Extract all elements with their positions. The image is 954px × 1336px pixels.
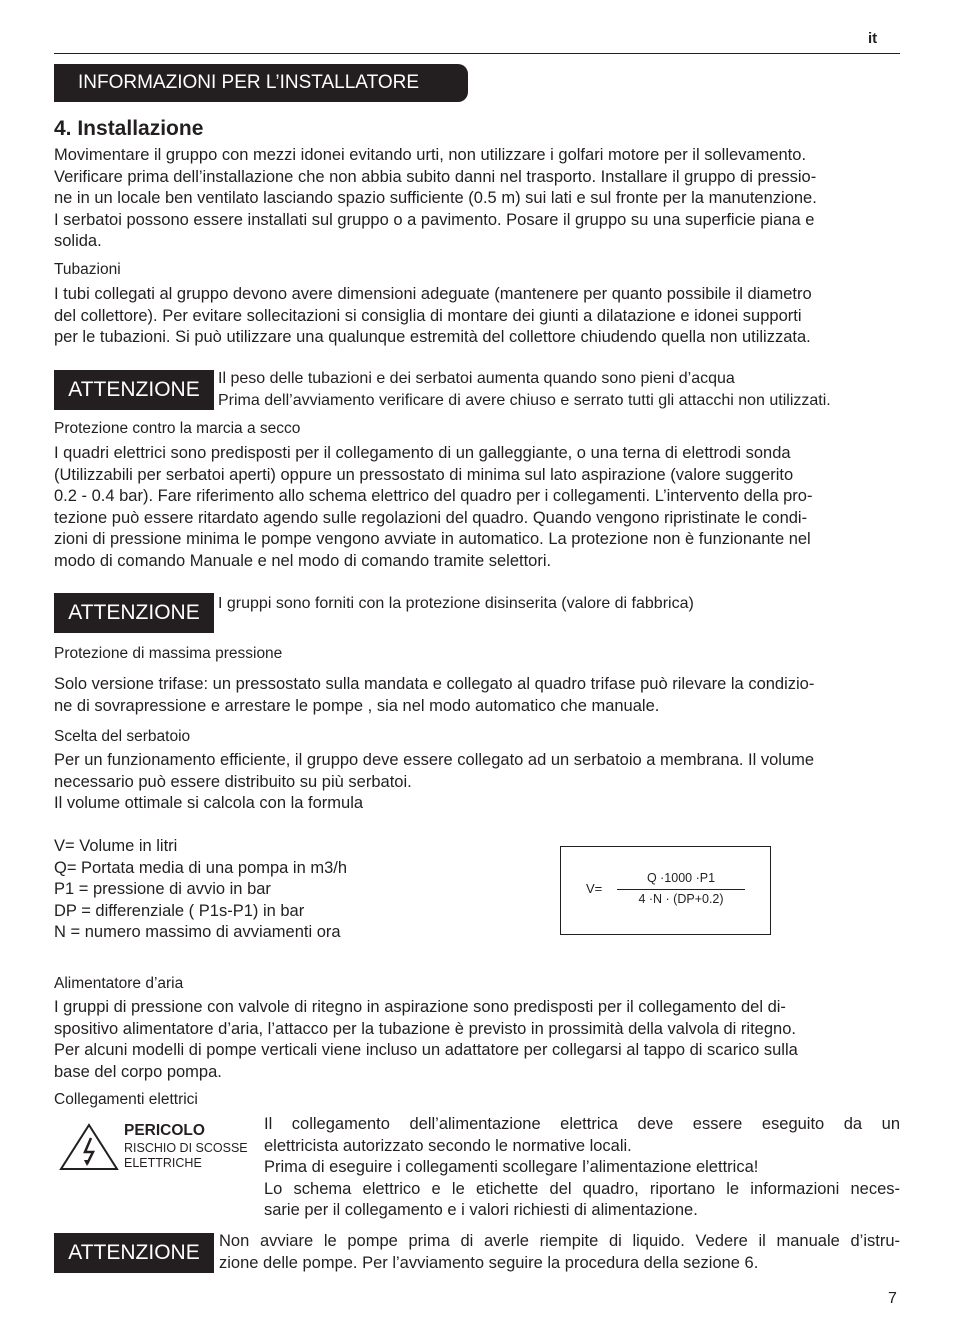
alimentatore-line: spositivo alimentatore d’aria, l’attacco per la tubazione è previsto in prossimità della valvola di ritegno. xyxy=(54,1019,796,1038)
massima-prefix: Solo versione trifase: xyxy=(54,675,209,693)
legend-item: V= Volume in litri xyxy=(54,837,178,855)
tubazioni-line: del collettore). Per evitare sollecitazioni si consiglia di montare dei giunti a dilatazione e idonei supporti xyxy=(54,306,802,325)
massima-paragraph xyxy=(54,674,900,717)
formula-denominator: 4 ·N · (DP+0.2) xyxy=(638,892,724,906)
legend-item: N = numero massimo di avviamenti ora xyxy=(54,923,341,941)
alimentatore-line: Per alcuni modelli di pompe verticali viene incluso un adattatore per collegarsi al tappo di scarico sulla xyxy=(54,1041,798,1059)
marcia-secco-line: 0.2 - 0.4 bar). Fare riferimento allo schema elettrico del quadro per i collegamenti. L’intervento della pro- xyxy=(54,487,813,505)
elettrici-paragraph xyxy=(264,1114,900,1222)
formula-numerator: Q ·1000 ·P1 xyxy=(646,871,716,885)
intro-line: Movimentare il gruppo con mezzi idonei evitando urti, non utilizzare i golfari motore per il sollevamento. xyxy=(54,146,807,164)
page-title: 4. Installazione xyxy=(54,117,204,140)
attention-text xyxy=(219,1231,900,1274)
fraction-bar xyxy=(617,889,745,890)
elettrici-title: Collegamenti elettrici xyxy=(54,1091,198,1108)
warning-subtitle-line: RISCHIO DI SCOSSE xyxy=(124,1141,248,1155)
elettrici-line: sarie per il collegamento e i valori richiesti di alimentazione. xyxy=(264,1201,698,1219)
elettrici-line: Lo schema elettrico e le etichette del quadro, riportano le informazioni neces- xyxy=(264,1179,900,1198)
serbatoio-line: Per un funzionamento efficiente, il gruppo deve essere collegato ad un serbatoio a membrana. Il volume xyxy=(54,751,815,769)
formula-box xyxy=(560,846,771,935)
tubazioni-line: per le tubazioni. Si può utilizzare una qualunque estremità del collettore chiudendo quella non utilizzata. xyxy=(54,328,811,346)
language-code: it xyxy=(868,30,878,47)
intro-line: Verificare prima dell’installazione che non abbia subito danni nel trasporto. Installare il gruppo di pressio- xyxy=(54,167,817,186)
attention-text: I gruppi sono forniti con la protezione disinserita (valore di fabbrica) xyxy=(218,595,694,612)
serbatoio-title: Scelta del serbatoio xyxy=(54,728,191,745)
marcia-secco-line: I quadri elettrici sono predisposti per il collegamento di un galleggiante, o una terna di elettrodi sonda xyxy=(54,444,791,462)
marcia-secco-line: tezione può essere ritardato agendo sulle regolazioni del quadro. Quando vengono ripristinate le condi- xyxy=(54,508,808,527)
attention-text xyxy=(218,368,908,411)
electric-shock-warning-icon xyxy=(58,1122,120,1172)
massima-line xyxy=(54,674,900,696)
alimentatore-line: base del corpo pompa. xyxy=(54,1062,222,1081)
tubazioni-title: Tubazioni xyxy=(54,261,121,278)
warning-subtitle-line: ELETTRICHE xyxy=(124,1156,202,1170)
alimentatore-line: I gruppi di pressione con valvole di ritegno in aspirazione sono predisposti per il collegamento del di- xyxy=(54,998,786,1016)
legend-item: DP = differenziale ( P1s-P1) in bar xyxy=(54,901,305,920)
alimentatore-title: Alimentatore d’aria xyxy=(54,975,184,992)
marcia-secco-line: (Utilizzabili per serbatoi aperti) oppure un pressostato di minima sul lato aspirazione (valore suggerito xyxy=(54,465,794,484)
warning-subtitle xyxy=(124,1141,248,1171)
page-number: 7 xyxy=(888,1290,897,1307)
formula-lhs: V= xyxy=(586,881,603,896)
massima-title: Protezione di massima pressione xyxy=(54,645,283,662)
massima-line: ne di sovrapressione e arrestare le pompe , sia nel modo automatico che manuale. xyxy=(54,696,660,715)
serbatoio-line: necessario può essere distribuito su più serbatoi. xyxy=(54,772,412,791)
attention-badge: ATTENZIONE xyxy=(54,370,214,410)
massima-text: un pressostato sulla mandata e collegato al quadro trifase può rilevare la condizio- xyxy=(208,675,815,693)
legend-item: P1 = pressione di avvio in bar xyxy=(54,880,271,898)
marcia-secco-title: Protezione contro la marcia a secco xyxy=(54,420,301,437)
attention-line: Il peso delle tubazioni e dei serbatoi aumenta quando sono pieni d’acqua xyxy=(218,370,735,387)
warning-title: PERICOLO xyxy=(124,1122,205,1139)
serbatoio-paragraph xyxy=(54,750,900,815)
intro-line: I serbatoi possono essere installati sul gruppo o a pavimento. Posare il gruppo su una superficie piana e xyxy=(54,210,815,229)
attention-badge: ATTENZIONE xyxy=(54,593,214,633)
intro-line: solida. xyxy=(54,232,102,250)
marcia-secco-line: modo di comando Manuale e nel modo di comando tramite selettori. xyxy=(54,551,552,570)
elettrici-line: Il collegamento dell’alimentazione elettrica deve essere eseguito da un xyxy=(264,1115,900,1133)
serbatoio-line: Il volume ottimale si calcola con la formula xyxy=(54,794,364,812)
marcia-secco-paragraph xyxy=(54,443,900,572)
elettrici-line: Prima di eseguire i collegamenti scollegare l’alimentazione elettrica! xyxy=(264,1158,759,1176)
header-rule xyxy=(54,53,900,54)
marcia-secco-line: zioni di pressione minima le pompe vengono avviate in automatico. La protezione non è funzionante nel xyxy=(54,530,811,548)
attention-line: Prima dell’avviamento verificare di avere chiuso e serrato tutti gli attacchi non utilizzati. xyxy=(218,391,831,409)
alimentatore-paragraph xyxy=(54,997,900,1083)
section-banner: INFORMAZIONI PER L’INSTALLATORE xyxy=(54,64,468,102)
intro-line: ne in un locale ben ventilato lasciando spazio sufficiente (0.5 m) sui lati e sul fronte per la manutenzione. xyxy=(54,189,817,207)
attention-line: Non avviare le pompe prima di averle riempite di liquido. Vedere il manuale d’istru- xyxy=(219,1232,900,1250)
intro-paragraph xyxy=(54,145,900,253)
tubazioni-paragraph xyxy=(54,284,900,349)
tubazioni-line: I tubi collegati al gruppo devono avere dimensioni adeguate (mantenere per quanto possibile il diametro xyxy=(54,285,812,303)
formula-legend xyxy=(54,836,514,944)
attention-line: zione delle pompe. Per l’avviamento seguire la procedura della sezione 6. xyxy=(219,1253,759,1272)
legend-item: Q= Portata media di una pompa in m3/h xyxy=(54,858,348,877)
elettrici-line: elettricista autorizzato secondo le normative locali. xyxy=(264,1136,632,1155)
attention-badge: ATTENZIONE xyxy=(54,1233,214,1273)
